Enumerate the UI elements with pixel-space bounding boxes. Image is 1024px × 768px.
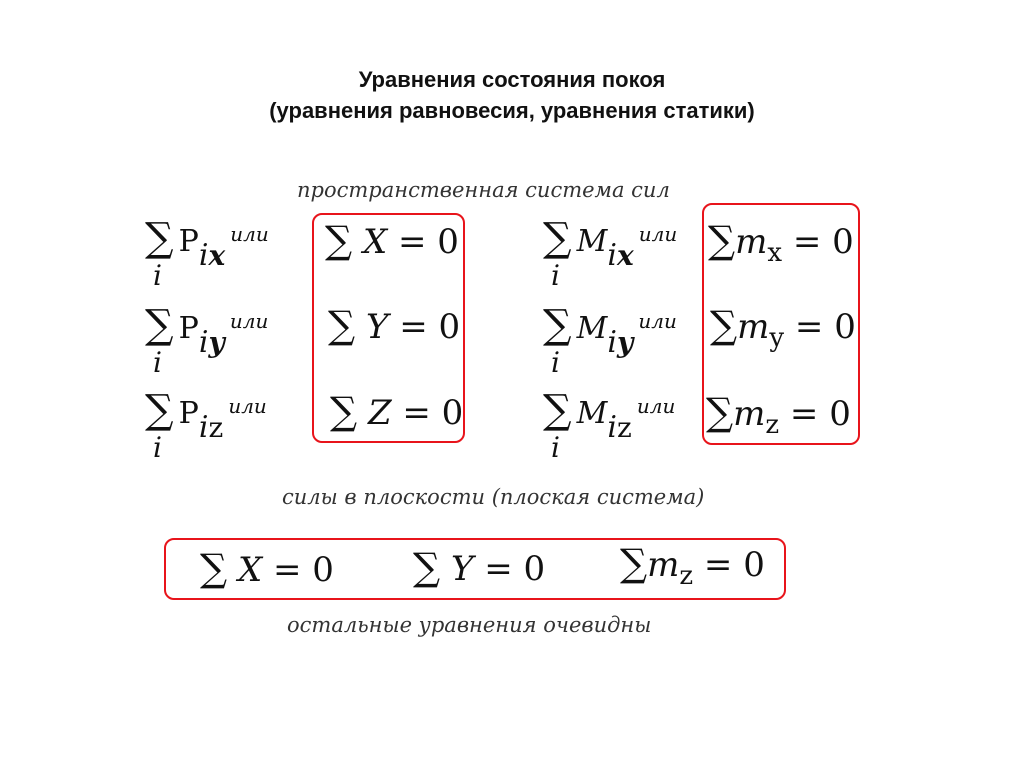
left-eq-z: [330, 389, 463, 433]
right-eq-z: [706, 390, 851, 440]
eq-zero: = 0: [794, 307, 856, 347]
axis-label: z: [765, 410, 780, 440]
index-i: i: [607, 325, 617, 360]
index-i: i: [198, 410, 209, 445]
left-eq-y: [328, 303, 460, 347]
sigma-symbol: ∑ i: [543, 215, 572, 292]
or-word: или: [638, 309, 677, 333]
eq-var: Y: [365, 307, 389, 347]
page-title: [0, 64, 1024, 126]
right-row-z: [543, 387, 676, 464]
eq-var: m: [735, 222, 768, 262]
sigma-symbol: ∑: [708, 218, 736, 262]
index-i: i: [198, 325, 209, 360]
axis-label: x: [208, 239, 226, 272]
eq-zero: = 0: [789, 394, 851, 434]
eq-zero: = 0: [399, 307, 461, 347]
axis-label: z: [616, 411, 632, 444]
eq-zero: = 0: [402, 393, 464, 433]
moment-symbol: M: [576, 396, 608, 431]
left-eq-x: [325, 218, 459, 262]
right-eq-x: [708, 218, 854, 268]
force-symbol: P: [178, 224, 199, 259]
or-word: или: [636, 394, 676, 418]
eq-var: Z: [367, 393, 392, 433]
axis-label: y: [616, 326, 634, 359]
sigma-symbol: ∑: [328, 303, 356, 347]
axis-label: z: [208, 411, 224, 444]
eq-var: m: [737, 307, 770, 347]
eq-var: Y: [450, 549, 474, 589]
eq-var: m: [647, 545, 680, 585]
or-word: или: [229, 309, 269, 333]
axis-label: y: [769, 323, 785, 353]
eq-zero: = 0: [792, 222, 854, 262]
sigma-symbol: ∑ i: [145, 387, 174, 464]
sigma-symbol: ∑: [620, 541, 648, 585]
title-line-1: Уравнения состояния покоя: [358, 67, 666, 92]
sigma-symbol: ∑: [325, 218, 353, 262]
right-eq-y: [710, 303, 856, 353]
eq-var: X: [237, 550, 263, 590]
or-word: или: [230, 222, 269, 246]
force-symbol: P: [178, 311, 199, 346]
eq-var: m: [733, 394, 766, 434]
caption-plane: силы в плоскости (плоская система): [282, 485, 705, 509]
eq-zero: = 0: [397, 222, 459, 262]
or-word: или: [638, 222, 678, 246]
axis-label: x: [616, 239, 634, 272]
sigma-symbol: ∑: [330, 389, 358, 433]
caption-spatial: пространственная система сил: [297, 178, 670, 202]
left-row-x: [145, 215, 269, 292]
moment-symbol: M: [576, 224, 608, 259]
sigma-symbol: ∑: [413, 545, 441, 589]
caption-rest: остальные уравнения очевидны: [287, 613, 652, 637]
index-i: i: [198, 238, 209, 273]
eq-var: X: [362, 222, 388, 262]
left-row-y: [145, 302, 269, 379]
force-symbol: P: [178, 396, 199, 431]
index-i: i: [607, 410, 617, 445]
eq-zero: = 0: [484, 549, 546, 589]
sigma-symbol: ∑: [710, 303, 738, 347]
plane-eq-x: [200, 546, 334, 590]
axis-label: y: [208, 326, 225, 359]
right-row-y: [543, 302, 677, 379]
sigma-symbol: ∑ i: [145, 215, 174, 292]
left-row-z: [145, 387, 267, 464]
sigma-symbol: ∑ i: [543, 302, 572, 379]
sigma-symbol: ∑ i: [145, 302, 174, 379]
sigma-symbol: ∑ i: [543, 387, 572, 464]
axis-label: x: [767, 238, 783, 268]
sigma-symbol: ∑: [200, 546, 228, 590]
title-line-2: (уравнения равновесия, уравнения статики): [269, 98, 755, 123]
moment-symbol: M: [576, 311, 608, 346]
eq-zero: = 0: [703, 545, 765, 585]
index-i: i: [607, 238, 617, 273]
or-word: или: [228, 394, 267, 418]
plane-eq-m: [620, 541, 765, 591]
right-row-x: [543, 215, 678, 292]
axis-label: z: [679, 561, 694, 591]
sigma-symbol: ∑: [706, 390, 734, 434]
plane-eq-y: [413, 545, 545, 589]
eq-zero: = 0: [272, 550, 334, 590]
